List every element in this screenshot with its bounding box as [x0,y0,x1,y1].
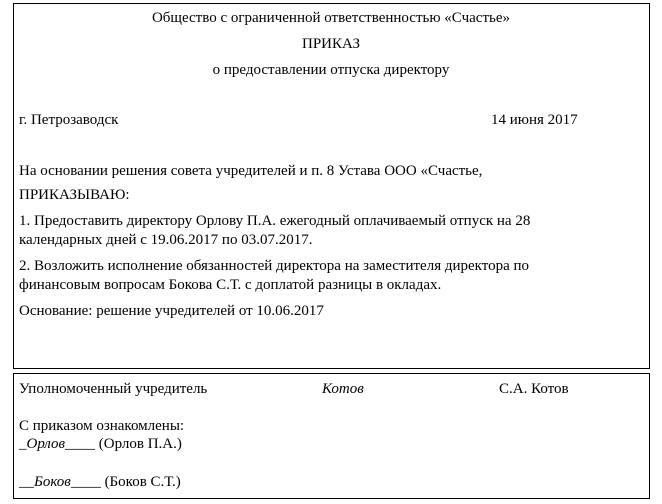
acknowledged-label: С приказом ознакомлены: [19,418,185,434]
signer-role: Уполномоченный учредитель [19,381,208,397]
ack-orlov-suffix: ____ (Орлов П.А.) [65,436,182,452]
organization-name: Общество с ограниченной ответственностью «Счастье» [151,10,511,26]
document-title: ПРИКАЗ [302,36,360,52]
signer-signature: Котов [322,381,364,397]
ack-bokov-signature: Боков [34,474,71,490]
ack-bokov-suffix: ____ (Боков С.Т.) [70,474,181,490]
acknowledgement-bokov [19,473,181,491]
item-2-line-1: 2. Возложить исполнение обязанностей директора на заместителя директора по [19,258,530,274]
item-1-line-2: календарных дней с 19.06.2017 по 03.07.2017. [19,232,313,248]
basis-text: На основании решения совета учредителей и п. 8 Устава ООО «Счастье, [19,163,483,179]
item-1-line-1: 1. Предоставить директору Орлову П.А. ежегодный оплачиваемый отпуск на 28 [19,213,531,229]
grounds-text: Основание: решение учредителей от 10.06.2017 [19,303,324,319]
signer-name: С.А. Котов [499,381,569,397]
ack-orlov-prefix: _ [19,436,27,452]
ack-orlov-signature: Орлов [26,436,65,452]
order-word: ПРИКАЗЫВАЮ: [19,187,130,203]
document-subject: о предоставлении отпуска директору [212,62,450,78]
ack-bokov-prefix: __ [19,474,34,490]
item-2-line-2: финансовым вопросам Бокова С.Т. с доплатой разницы в окладах. [19,277,442,293]
acknowledgement-orlov [19,435,182,453]
date: 14 июня 2017 [491,112,578,128]
city: г. Петрозаводск [19,112,119,128]
